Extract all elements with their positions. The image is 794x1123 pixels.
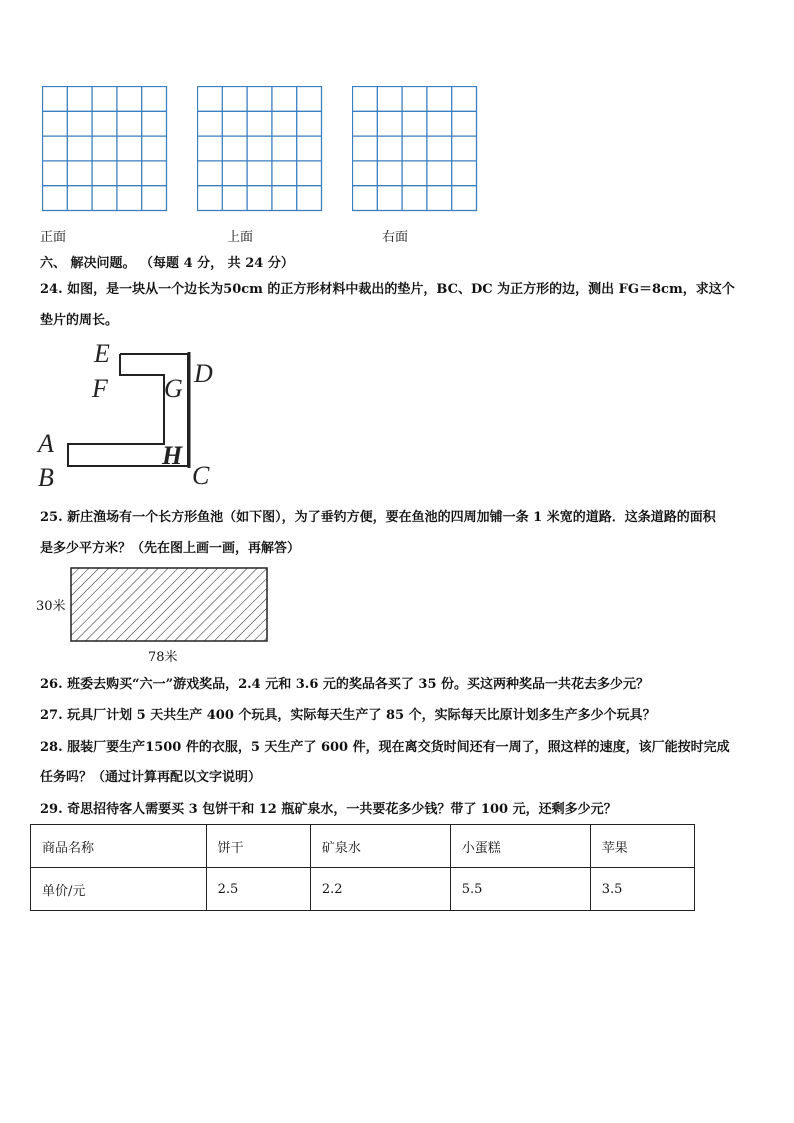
q27-text: 27. 玩具厂计划 5 天共生产 400 个玩具，实际每天生产了 85 个，实际每天比原计划多生产多少个玩具？ [40, 708, 656, 723]
table-cell: 单价/元 [31, 868, 207, 911]
label-E: E [94, 339, 110, 368]
price-table [30, 824, 695, 911]
q29-text: 29. 奇思招待客人需要买 3 包饼干和 12 瓶矿泉水，一共要花多少钱？带了 100 元，还剩多少元？ [40, 802, 617, 817]
q24-text-line2: 垫片的周长。 [40, 313, 119, 328]
q24-text-line1: 24. 如图，是一块从一个边长为50cm 的正方形材料中裁出的垫片，BC、DC 为正方形的边，测出 FG＝8cm，求这个 [40, 282, 735, 297]
table-cell: 饼干 [206, 825, 310, 868]
table-row [31, 868, 695, 911]
table-cell: 3.5 [590, 868, 694, 911]
label-G: G [164, 374, 183, 403]
label-D: D [194, 359, 213, 388]
q26-text: 26. 班委去购买“六一”游戏奖品，2.4 元和 3.6 元的奖品各买了 35 份。买这两种奖品一共花去多少元？ [40, 677, 650, 692]
q28-text-line1: 28. 服装厂要生产1500 件的衣服，5 天生产了 600 件，现在离交货时间还有一周了，照这样的速度，该厂能按时完成 [40, 740, 730, 755]
table-cell: 5.5 [450, 868, 590, 911]
table-cell: 矿泉水 [310, 825, 450, 868]
top-view-grid [197, 86, 323, 212]
label-A: A [38, 429, 54, 458]
q28-text-line2: 任务吗？（通过计算再配以文字说明） [40, 770, 262, 785]
q25-text-line1: 25. 新庄渔场有一个长方形鱼池（如下图），为了垂钓方便，要在鱼池的四周加铺一条 1 米宽的道路．这条道路的面积 [40, 510, 716, 525]
table-header-row [31, 825, 695, 868]
q24-gasket-figure [34, 336, 224, 496]
right-view-grid [352, 86, 478, 212]
q25-text-line2: 是多少平方米？（先在图上画一画，再解答） [40, 541, 301, 556]
label-H: H [162, 441, 183, 470]
label-F: F [92, 374, 108, 403]
table-cell: 2.2 [310, 868, 450, 911]
label-C: C [192, 461, 210, 490]
front-view-label: 正面 [40, 230, 67, 245]
table-cell: 小蛋糕 [450, 825, 590, 868]
q25-length-label: 78米 [148, 650, 178, 665]
right-view-label: 右面 [382, 230, 409, 245]
table-cell: 2.5 [206, 868, 310, 911]
label-B: B [38, 463, 54, 492]
q25-width-label: 30米 [36, 599, 66, 614]
q25-fishpond-figure [70, 567, 270, 643]
top-view-label: 上面 [227, 230, 254, 245]
table-cell: 苹果 [590, 825, 694, 868]
front-view-grid [42, 86, 168, 212]
table-cell: 商品名称 [31, 825, 207, 868]
section-6-heading: 六、 解决问题。 （每题 4 分， 共 24 分） [40, 256, 294, 271]
